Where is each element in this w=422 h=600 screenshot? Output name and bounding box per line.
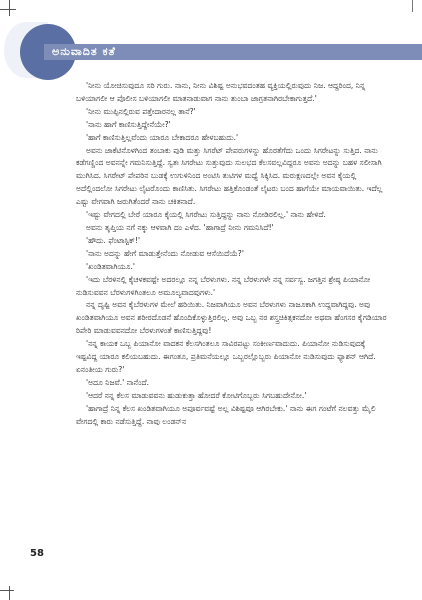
crop-mark-top-left-vertical [9,0,10,16]
story-text [76,80,388,428]
page-number: 58 [30,548,44,559]
paragraph: 'ನೀನು ಮುಪ್ಪಿನಲ್ಲಿರುವ ಪತ್ತೇದಾರನಲ್ಲ ತಾನೆ?' [86,106,196,116]
paragraph: 'ಆದರೆ ನನ್ನ ಕೆಲಸ ಮಾಡುವವನು ಹುಡುಕುತ್ತಾ ಹೋದರೆ ಕೋಟಿಗೊಬ್ಬರು ಸಿಗಬಹುದೇನೋ.' [86,390,307,400]
paragraph: 'ನನ್ನ ಕಾಯಕ ಒಬ್ಬ ಪಿಯಾನೋ ವಾದಕನ ಕೆಲಸಗಿಂತಲೂ ಸಾವಿರಪಟ್ಟು ಸಂಕೀರ್ಣವಾದುದು. ಪಿಯಾನೋ ನುಡಿಸುವುದಕ್ಕೆ ಇಷ್ಟವಿದ್ದ ಯಾರೂ ಕಲಿಯಬಹುದು. ಈಗಂತೂ, ಪ್ರತಿಮನೆಯಲ್ಲೂ ಒಬ್ಬರಲ್ಲೊಬ್ಬರು ಪಿಯಾನೋ ನುಡಿಸುವುದು ಫ್ಯಾಶನ್ ಆಗಿದೆ. ಏನಂತೀಯ ಗುರು?' [76,339,376,374]
crop-mark-top-left-horizontal [0,9,16,10]
paragraph: ನನ್ನ ದೃಷ್ಟಿ ಅವನ ಕೈಬೆರಳುಗಳ ಮೇಲೆ ಹರಿಯಿತು. ನಿಜವಾಗಿಯೂ ಅವನ ಬೆರಳುಗಳು ನಾಜೂಕಾಗಿ ಉದ್ದವಾಗಿದ್ದವು. ಅವು ಖಂಡಿತವಾಗಿಯೂ ಅವನ ಶರೀರದೊಡನೆ ಹೊಂದಿಕೊಳ್ಳುತ್ತಿರಲಿಲ್ಲ. ಅವು ಒಬ್ಬ ನರ ಶಸ್ತ್ರಚಿಕಿತ್ಸಕನದೋ ಅಥವಾ ಹೆಂಗಸರ ಕೈಗಡಿಯಾರ ರಿಪೇರಿ ಮಾಡುವವನದೋ ಬೆರಳುಗಳಂತೆ ಕಾಣಿಸುತ್ತಿದ್ದವು! [76,300,387,336]
paragraph: 'ನೀನು ಯೋಚಿಸುವುದೂ ಸರಿ ಗುರು. ನಾನು, ನೀನು ವಿಶಿಷ್ಟ ಅನುಭವದಂತಹ ವ್ಯಕ್ತಿಯಲ್ಲಿರುವುದು ನಿಜ. ಆದ್ದರಿಂದ, ನಿನ್ನ ಬಳಿಯಾಗಲೀ ಆ ಪೊಲೀಸ ಬಳಿಯಾಗಲೀ ಮಾತನಾಡುವಾಗ ನಾನು ತುಂಬಾ ಜಾಗ್ರತನಾಗಿರಬೇಕಾಗುತ್ತದೆ.' [76,81,366,103]
paragraph: ಅವನು ಜಾಕೆಟಿನೊಳಗಿಂದ ತಂಬಾಕು ಪುಡಿ ಮತ್ತು ಸಿಗರೆಟ್ ಪೇಪರುಗಳನ್ನು ಹೊರತೆಗೆದು ಒಂದು ಸಿಗರೇಟನ್ನು ಸುತ್ತಿದ. ನಾನು ಕಡೆಗಣ್ಣಿಂದ ಅವನನ್ನೇ ಗಮನಿಸುತ್ತಿದ್ದೆ. ಸ್ವತಃ ಸಿಗರೇಟು ಸುತ್ತುವುದು ಸುಲಭದ ಕೆಲಸವಲ್ಲವಿದ್ದರೂ ಅವನು ಅದನ್ನು ಬಹಳ ಸಲೀಸಾಗಿ ಮುಗಿಸಿದ. ಸಿಗರೇಟ್ ಪೇಪರಿನ ಬುಡಕ್ಕೆ ಉಗುಳಿನಿಂದ ಅಂಟಿಸಿ ತುಟಿಗಳ ಮಧ್ಯೆ ಸಿಕ್ಕಿಸಿದ. ಮರುಕ್ಷಣದಲ್ಲೇ ಅವನ ಕೈಯಲ್ಲಿ ಅದೆಲ್ಲಿಂದಲೋ ಸಿಗರೇಟು ಲೈಟರೊಂದು ಕಾಣಿಸಿತು. ಸಿಗರೇಟು ಹತ್ತಿಕೊಂಡಂತೆ ಲೈಟರು ಬಂದ ಹಾಗೆಯೇ ಮಾಯವಾಯಿತು. ಇದೆಲ್ಲ ಎಷ್ಟು ವೇಗವಾಗಿ ಜರುಗಿತೆಂದರೆ ನಾನು ಚಕಿತನಾದೆ. [76,145,383,207]
paragraph: 'ಖಂಡಿತವಾಗಿಯೂ.' [86,261,135,271]
paragraph: 'ಹೌದು. ಫೆಂಟಾಸ್ಟಿಕ್!' [86,235,141,245]
paragraph: 'ಹಾಗೆ ಕಾಣಿಸುತ್ತಿಲ್ಲವೆಂದು ಯಾರೂ ಬೇಕಾದರೂ ಹೇಳಬಹುದು.' [86,132,239,142]
crop-mark-bottom-left-horizontal [0,590,14,591]
crop-mark-top-right-vertical [412,0,413,12]
paragraph: ಅವನು ತೃಪ್ತಿಯ ನಗೆ ನಕ್ಕು ಆಳವಾಗಿ ದಂ ಎಳೆದ. 'ಹಾಗಾದ್ರೆ ನೀನು ಗಮನಿಸಿದೆ!' [86,222,274,232]
paragraph: 'ಅದೂ ನಿಜವೆ.' ನಾನೆಂದೆ. [86,377,150,387]
paragraph: 'ಹಾಗಾದ್ರೆ ನಿನ್ನ ಕೆಲಸ ಖಂಡಿತವಾಗಿಯೂ ಅಪೂರ್ವವಷ್ಟೆ ಅಲ್ಲ ವಿಶಿಷ್ಟವೂ ಆಗಿರಬೇಕು.' ನಾನು ಈಗ ಗಂಟೆಗೆ ನಲವತ್ತು ಮೈಲಿ ವೇಗದಲ್ಲಿ ಕಾರು ನಡೆಸುತ್ತಿದ್ದೆ. ನಾವು ಲಂಡನ್‌ನ [76,403,376,426]
section-title: ಅನುವಾದಿತ ಕತೆ [52,45,116,58]
paragraph: 'ನಾನು ಅದನ್ನು ಹೇಗೆ ಮಾಡುತ್ತೇನೆಂದು ನೋಡುವ ಆಸೆಯಿದೆಯೆ?' [86,248,244,258]
paragraph: 'ನಾನು ಹಾಗೆ ಕಾಣಿಸುತ್ತಿದ್ದೇನೆಯೇ?' [86,119,171,129]
crop-mark-bottom-left-vertical [9,586,10,600]
paragraph: 'ಇಷ್ಟು ವೇಗದಲ್ಲಿ ಬೇರೆ ಯಾರೂ ಕೈಯಲ್ಲಿ ಸಿಗರೇಟು ಸುತ್ತಿದ್ದನ್ನು ನಾನು ನೋಡಿರಲಿಲ್ಲ.' ನಾನು ಹೇಳಿದೆ. [86,210,326,220]
paragraph: 'ಇದು ಬೆರಳಿನಲ್ಲಿ ಕೈಚಳಕವಷ್ಟೇ ಅದರಲ್ಲೂ ನನ್ನ ಬೆರಳುಗಳು. ನನ್ನ ಬೆರಳುಗಳೇ ನನ್ನ ಸರ್ವಸ್ವ. ಜಗತ್ತಿನ ಶ್ರೇಷ್ಠ ಪಿಯಾನೋ ನುಡಿಸುವವನ ಬೆರಳುಗಳಿಗಿಂತಲೂ ಅಮೂಲ್ಯವಾದವುಗಳು.' [76,274,371,297]
